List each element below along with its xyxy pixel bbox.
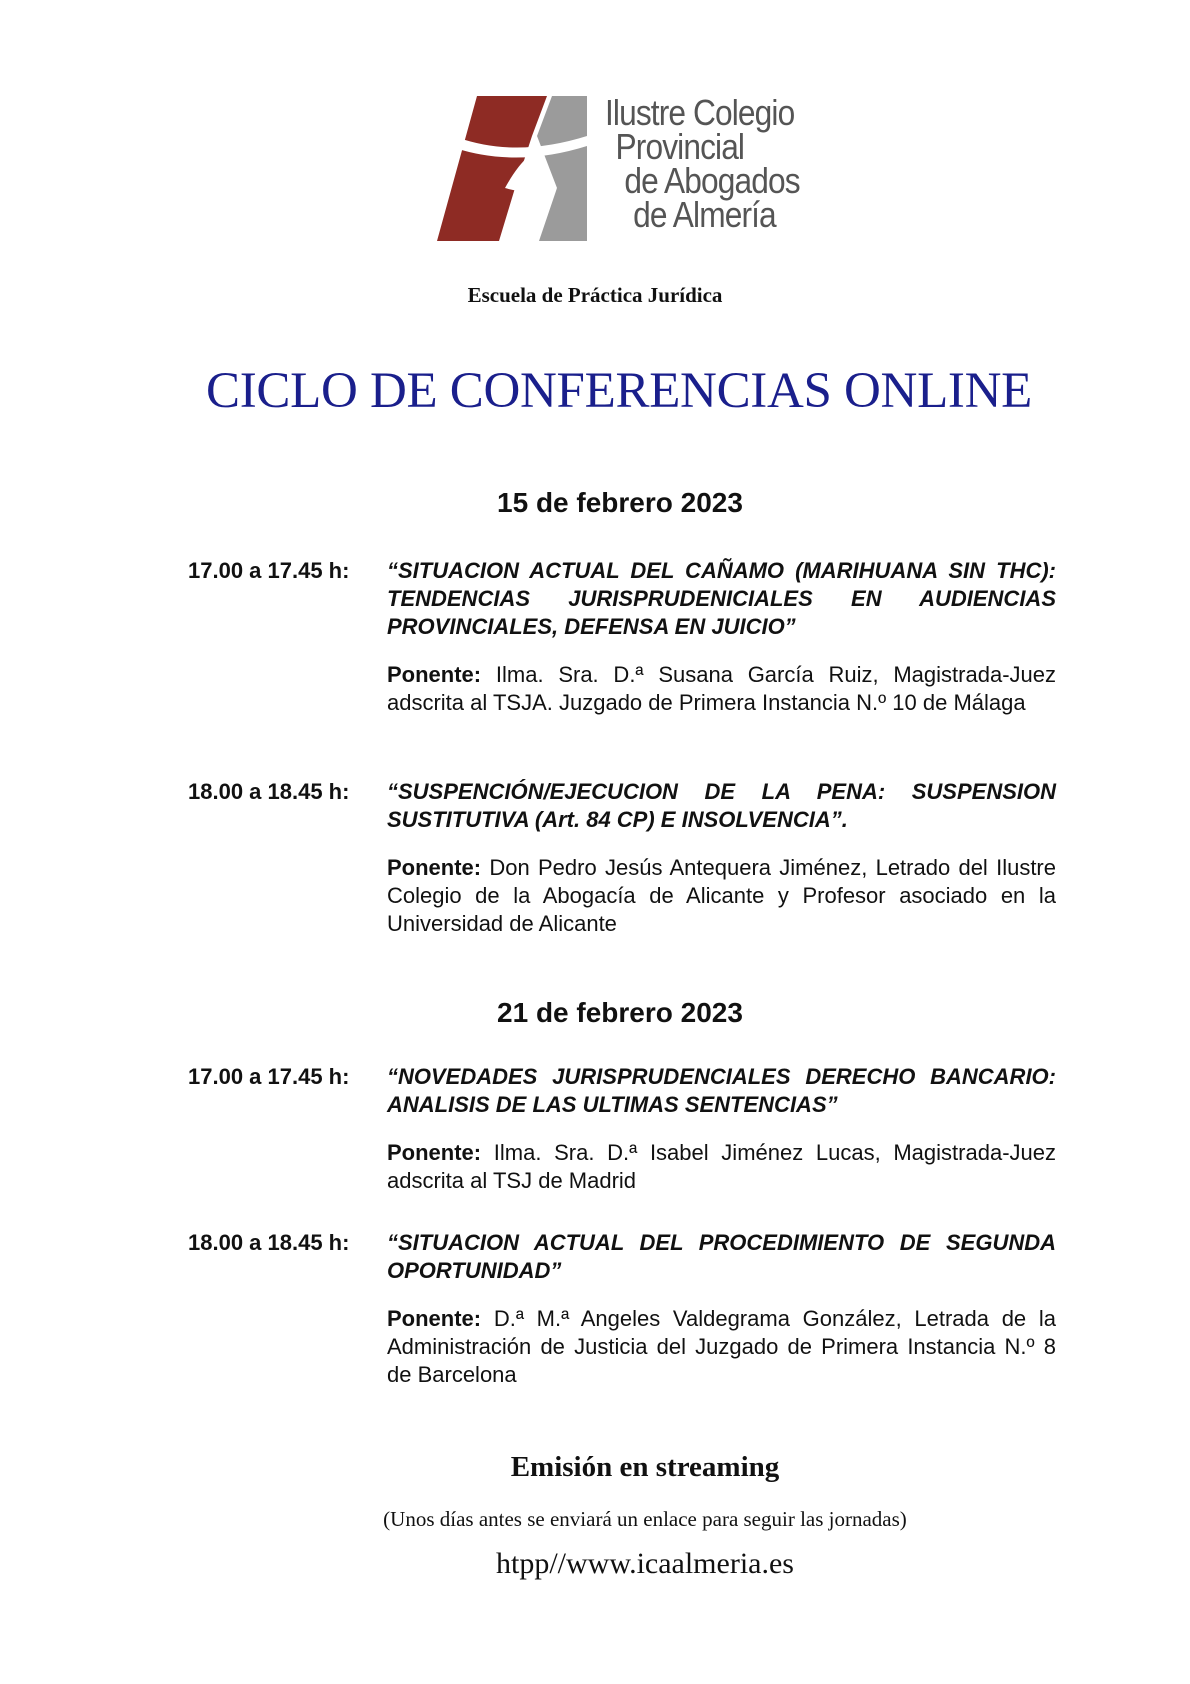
session-speaker (387, 661, 1056, 717)
page-title: CICLO DE CONFERENCIAS ONLINE (206, 363, 1033, 419)
logo-text (605, 92, 816, 235)
session-speaker (387, 854, 1056, 938)
day-date-2: 21 de febrero 2023 (497, 997, 743, 1028)
speaker-text: Ilma. Sra. D.ª Isabel Jiménez Lucas, Magistrada-Juez adscrita al TSJ de Madrid (387, 1140, 1056, 1193)
college-logo (437, 92, 837, 246)
logo-line-3: de Abogados (624, 160, 800, 201)
website-link[interactable]: htpp//www.icaalmeria.es (496, 1547, 794, 1580)
logo-line-2: Provincial (615, 126, 745, 167)
session-time: 18.00 a 18.45 h: (188, 779, 350, 804)
session-title: “SITUACION ACTUAL DEL PROCEDIMIENTO DE SEGUNDA OPORTUNIDAD” (387, 1230, 1056, 1283)
session-2-2 (188, 1229, 1056, 1389)
speaker-label: Ponente: (387, 855, 482, 880)
logo-line-4: de Almería (633, 194, 776, 235)
session-time: 17.00 a 17.45 h: (188, 558, 350, 583)
speaker-label: Ponente: (387, 1306, 482, 1331)
speaker-label: Ponente: (387, 1140, 482, 1165)
session-2-1 (188, 1063, 1056, 1195)
session-time: 17.00 a 17.45 h: (188, 1064, 350, 1089)
session-title: “NOVEDADES JURISPRUDENCIALES DERECHO BANCARIO: ANALISIS DE LAS ULTIMAS SENTENCIAS” (387, 1064, 1056, 1117)
day-date-1: 15 de febrero 2023 (497, 487, 743, 518)
speaker-text: Don Pedro Jesús Antequera Jiménez, Letrado del Ilustre Colegio de la Abogacía de Alicante y Profesor asociado en la Universidad de Alicante (387, 855, 1056, 936)
speaker-text: D.ª M.ª Angeles Valdegrama González, Letrada de la Administración de Justicia del Juzgado de Primera Instancia N.º 8 de Barcelona (387, 1306, 1056, 1387)
speaker-label: Ponente: (387, 662, 482, 687)
session-title: “SUSPENCIÓN/EJECUCION DE LA PENA: SUSPENSION SUSTITUTIVA (Art. 84 CP) E INSOLVENCIA”. (387, 779, 1056, 832)
streaming-title: Emisión en streaming (510, 1451, 780, 1483)
streaming-note: (Unos días antes se enviará un enlace para seguir las jornadas) (383, 1507, 907, 1531)
school-name: Escuela de Práctica Jurídica (467, 283, 723, 307)
session-1-2 (188, 778, 1056, 938)
session-speaker (387, 1305, 1056, 1389)
session-title: “SITUACION ACTUAL DEL CAÑAMO (MARIHUANA SIN THC): TENDENCIAS JURISPRUDENICIALES EN AUDIENCIAS PROVINCIALES, DEFENSA EN JUICIO” (387, 558, 1056, 639)
session-time: 18.00 a 18.45 h: (188, 1230, 350, 1255)
logo-a-mark (437, 96, 627, 241)
speaker-text: Ilma. Sra. D.ª Susana García Ruiz, Magistrada-Juez adscrita al TSJA. Juzgado de Primera Instancia N.º 10 de Málaga (387, 662, 1056, 715)
logo-line-1: Ilustre Colegio (605, 92, 795, 133)
session-1-1 (188, 557, 1056, 717)
session-speaker (387, 1139, 1056, 1195)
